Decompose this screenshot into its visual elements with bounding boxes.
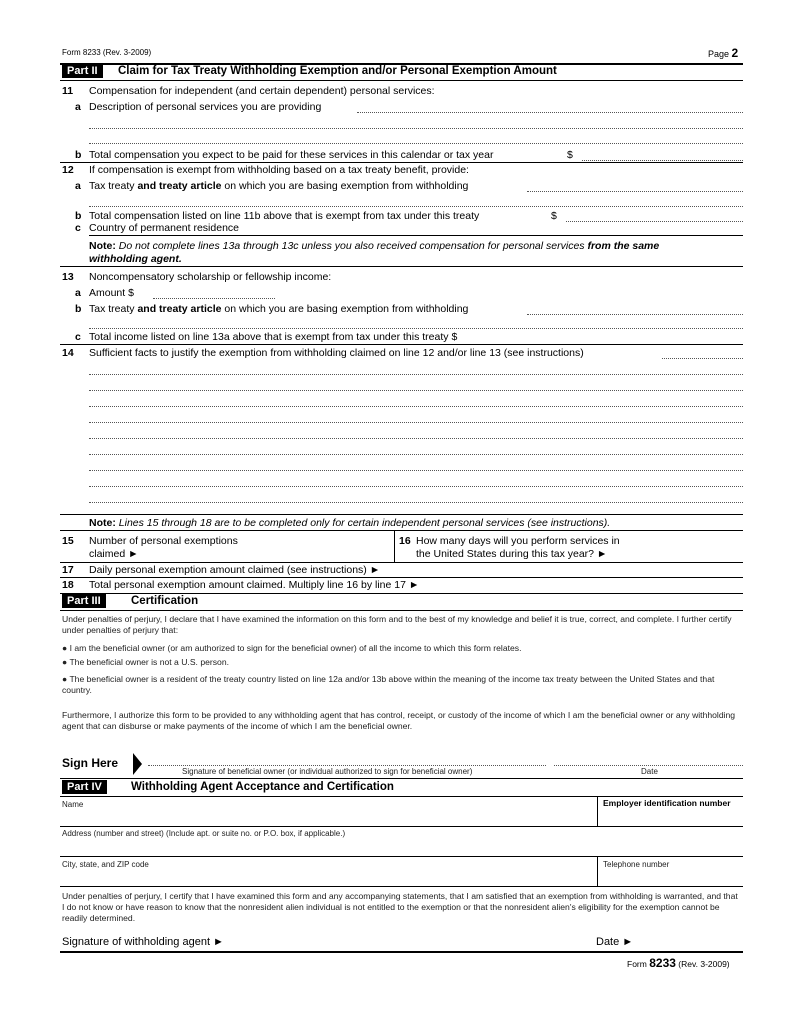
line-11a-text: Description of personal services you are providing xyxy=(89,101,322,113)
name-label: Name xyxy=(62,800,84,809)
part3-declaration: Under penalties of perjury, I declare that I have examined the information on this form and to the best of my knowledge and belief it is true, correct, and complete. I further certify under penalties of perjury that: xyxy=(62,614,732,635)
line-14-field-5[interactable] xyxy=(89,422,743,423)
sign-here-label: Sign Here xyxy=(62,756,119,770)
line-12-text: If compensation is exempt from withholding based on a tax treaty benefit, provide: xyxy=(89,164,469,176)
note-2-label: Note: xyxy=(89,517,116,529)
line-14-field-3[interactable] xyxy=(89,390,743,391)
line-11a-field[interactable] xyxy=(357,112,743,113)
line-16-text2: the United States during this tax year? ► xyxy=(416,548,608,560)
line-13-text: Noncompensatory scholarship or fellowship income: xyxy=(89,271,332,283)
note-1-bold: from the same xyxy=(587,240,660,252)
bullet-icon: ● xyxy=(62,657,70,667)
city-phone-divider xyxy=(597,856,598,886)
part2-title: Claim for Tax Treaty Withholding Exemption and/or Personal Exemption Amount xyxy=(118,65,557,77)
agent-certification: Under penalties of perjury, I certify that I have examined this form and any accompanying statements, that I am satisfied that an exemption from withholding is warranted, and that I do not know or have reason to know that the nonresident alien individual is not entitled to the exemption or that the nonresident alien's eligibility for the exemption cannot be readily determined. xyxy=(62,891,738,923)
part3-bullet-3 xyxy=(62,674,742,696)
part2-label: Part II xyxy=(62,64,103,78)
line-18-rule xyxy=(60,593,743,594)
sign-here-arrow-icon xyxy=(133,753,142,775)
line-13a-letter: a xyxy=(75,287,81,299)
line-13b-post: on which you are basing exemption from withholding xyxy=(224,303,469,315)
line-14-num: 14 xyxy=(62,347,74,359)
line-14-field-9[interactable] xyxy=(89,486,743,487)
footer-form-id xyxy=(627,956,730,970)
line-14-field-4[interactable] xyxy=(89,406,743,407)
line-13c-text: Total income listed on line 13a above that is exempt from tax under this treaty $ xyxy=(89,331,458,343)
line-12-num: 12 xyxy=(62,164,74,176)
signature-caption: Signature of beneficial owner (or individual authorized to sign for beneficial owner) xyxy=(182,767,473,776)
footer-rule xyxy=(60,951,743,953)
line-13b-pre: Tax treaty xyxy=(89,303,135,315)
line-15-text2: claimed ► xyxy=(89,548,139,560)
line-14-field[interactable] xyxy=(662,358,743,359)
line-12c-letter: c xyxy=(75,222,81,234)
line-11b-field[interactable] xyxy=(582,160,743,161)
line-13b-bold: and treaty article xyxy=(137,303,222,315)
footer-form-num: 8233 xyxy=(649,956,676,970)
line-12a-text xyxy=(89,180,468,192)
bullet-icon: ● xyxy=(62,674,70,684)
line-13c-letter: c xyxy=(75,331,81,343)
part4-title-rule xyxy=(60,796,743,797)
line-14-rule xyxy=(60,514,743,515)
agent-signature-label[interactable]: Signature of withholding agent ► xyxy=(62,936,224,948)
line-14-field-8[interactable] xyxy=(89,470,743,471)
footer-form-word: Form xyxy=(627,959,647,969)
line-14-field-6[interactable] xyxy=(89,438,743,439)
line-13b-letter: b xyxy=(75,303,82,315)
bullet-1-text: I am the beneficial owner (or am authorized to sign for the beneficial owner) of all the income to which this form relates. xyxy=(69,643,522,653)
beneficial-owner-date-field[interactable] xyxy=(554,765,743,766)
address-label: Address (number and street) (Include apt. or suite no. or P.O. box, if applicable.) xyxy=(62,829,346,838)
line-12b-text: Total compensation listed on line 11b above that is exempt from tax under this treaty xyxy=(89,210,480,222)
line-11-text: Compensation for independent (and certain dependent) personal services: xyxy=(89,85,435,97)
note-1-label: Note: xyxy=(89,240,116,252)
part3-authorization: Furthermore, I authorize this form to be provided to any withholding agent that has control, receipt, or custody of the income of which I am the beneficial owner or any withholding agent that can disburse or make payments of the income of which I am the beneficial owner. xyxy=(62,710,736,731)
part3-title: Certification xyxy=(131,595,199,607)
line-11a-letter: a xyxy=(75,101,81,113)
part3-label: Part III xyxy=(62,594,106,608)
page-number xyxy=(708,46,738,60)
line-17-rule xyxy=(60,577,743,578)
sign-here-rule xyxy=(60,778,743,779)
line-15-16-divider xyxy=(394,530,395,562)
note-2-italic: Lines 15 through 18 are to be completed only for certain independent personal services (see instructions). xyxy=(118,517,611,529)
line-14-field-7[interactable] xyxy=(89,454,743,455)
part4-title: Withholding Agent Acceptance and Certification xyxy=(131,781,394,793)
form-revision: Form 8233 (Rev. 3-2009) xyxy=(62,48,152,57)
part4-label: Part IV xyxy=(62,780,107,794)
bullet-icon: ● xyxy=(62,643,70,653)
line-13b-text xyxy=(89,303,468,315)
line-11-rule xyxy=(60,162,743,163)
city-rule[interactable] xyxy=(60,886,743,887)
ein-label: Employer identification number xyxy=(603,798,731,808)
note-1-italic: Do not complete lines 13a through 13c unless you also received compensation for personal services xyxy=(118,240,585,252)
line-14-field-2[interactable] xyxy=(89,374,743,375)
bullet-3-text: The beneficial owner is a resident of the treaty country listed on line 12a and/or 13b above within the meaning of the income tax treaty between the United States and that country. xyxy=(62,674,715,695)
city-label: City, state, and ZIP code xyxy=(62,860,149,869)
line-17-text: Daily personal exemption amount claimed (see instructions) ► xyxy=(89,564,381,576)
line-12a-post: on which you are basing exemption from withholding xyxy=(224,180,469,192)
line-17-num: 17 xyxy=(62,564,74,576)
line-18-num: 18 xyxy=(62,579,74,591)
beneficial-owner-signature-field[interactable] xyxy=(148,765,546,766)
line-15-rule xyxy=(60,562,743,563)
line-11b-dollar: $ xyxy=(567,149,573,161)
line-16-num: 16 xyxy=(399,535,411,547)
line-12b-dollar: $ xyxy=(551,210,557,222)
line-12a-bold: and treaty article xyxy=(137,180,222,192)
page-label: Page xyxy=(708,49,730,59)
agent-date-label[interactable]: Date ► xyxy=(596,936,634,948)
line-13a-field[interactable] xyxy=(153,298,275,299)
line-12c-rule xyxy=(89,235,743,236)
part2-title-rule xyxy=(60,80,743,81)
line-12a-pre: Tax treaty xyxy=(89,180,135,192)
line-15-num: 15 xyxy=(62,535,74,547)
line-12b-letter: b xyxy=(75,210,82,222)
line-11a-field-2[interactable] xyxy=(89,128,743,129)
line-13a-text: Amount $ xyxy=(89,287,134,299)
line-13b-field-2[interactable] xyxy=(89,328,743,329)
line-12a-field-2[interactable] xyxy=(89,206,743,207)
line-11b-letter: b xyxy=(75,149,82,161)
note-2-rule xyxy=(60,530,743,531)
line-13-num: 13 xyxy=(62,271,74,283)
footer-rev: (Rev. 3-2009) xyxy=(678,959,730,969)
part3-bullet-1 xyxy=(62,643,742,654)
note-2 xyxy=(89,517,610,529)
line-11a-field-3[interactable] xyxy=(89,143,743,144)
date-caption: Date xyxy=(641,767,658,776)
line-13-rule xyxy=(60,344,743,345)
note-1-line1 xyxy=(89,240,659,252)
name-rule[interactable] xyxy=(60,826,743,827)
line-11-num: 11 xyxy=(62,85,74,97)
page-num: 2 xyxy=(731,46,739,60)
line-13b-field[interactable] xyxy=(527,314,743,315)
line-14-text: Sufficient facts to justify the exemption from withholding claimed on line 12 and/or line 13 (see instructions) xyxy=(89,347,584,359)
phone-label: Telephone number xyxy=(603,860,670,869)
line-16-text1: How many days will you perform services in xyxy=(416,535,620,547)
line-12a-letter: a xyxy=(75,180,81,192)
line-14-field-10[interactable] xyxy=(89,502,743,503)
part3-bullet-2 xyxy=(62,657,742,668)
line-11b-text: Total compensation you expect to be paid for these services in this calendar or tax year xyxy=(89,149,494,161)
address-rule[interactable] xyxy=(60,856,743,857)
line-12a-field[interactable] xyxy=(527,191,743,192)
note-1-line2: withholding agent. xyxy=(89,253,182,265)
bullet-2-text: The beneficial owner is not a U.S. person. xyxy=(69,657,229,667)
line-12b-field[interactable] xyxy=(566,221,743,222)
name-ein-divider xyxy=(597,796,598,826)
line-15-text1: Number of personal exemptions xyxy=(89,535,238,547)
line-12c-text: Country of permanent residence xyxy=(89,222,239,234)
part3-title-rule xyxy=(60,610,743,611)
note-1-rule xyxy=(60,266,743,267)
line-18-text: Total personal exemption amount claimed. Multiply line 16 by line 17 ► xyxy=(89,579,420,591)
